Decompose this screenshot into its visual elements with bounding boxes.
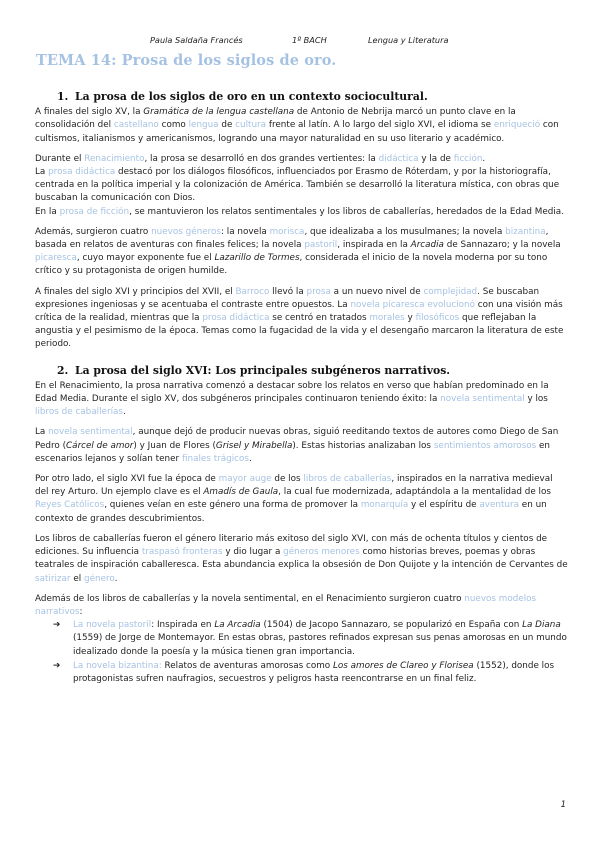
highlight: nuevos géneros <box>151 226 221 237</box>
highlight: finales trágicos <box>181 453 249 464</box>
highlight: sentimientos amorosos <box>433 440 537 451</box>
section-number: 1. <box>57 90 69 103</box>
highlight: castellano <box>113 120 159 131</box>
highlight: morales <box>369 313 405 324</box>
paragraph: A finales del siglo XVI y principios del XVII, el Barroco llevó la prosa a un nuevo nivel de complejidad. Se buscaban expresiones ingeniosas y se acentuaba el contraste entre opuestos. La novela picaresca evolucionó con una visión más crítica de la realidad, mientras que la prosa didáctica se centró en tratados morales y filosóficos que reflejaban la angustia y el pesimismo de la época. Temas como la fugacidad de la vida y el desengaño marcaron la literatura de este periodo. <box>35 286 564 350</box>
paragraph: La prosa didáctica destacó por los diálogos filosóficos, influenciados por Erasmo de Róterdam, y por la historiografía, centrada en la política imperial y la colonización de América. También se desarrolló la literatura mística, con obras que buscaban la comunicación con Dios. <box>35 167 560 204</box>
paragraph: Los libros de caballerías fueron el género literario más exitoso del siglo XVI, con más de ochenta títulos y cientos de ediciones. Su influencia traspasó fronteras y dio lugar a géneros menores como historias breves, poemas y obras teatrales de inspiración caballeresca. Esta abundancia explica la obsesión de Don Quijote y la intención de Cervantes de satirizar el género. <box>35 533 568 584</box>
highlight: prosa <box>306 286 331 297</box>
arrow-icon: ➔ <box>53 620 61 631</box>
highlight: bizantina <box>505 226 546 237</box>
highlight: enriqueció <box>493 120 541 131</box>
highlight: libros de caballerías <box>303 474 392 485</box>
section-number: 2. <box>57 363 69 377</box>
highlight: pastoril <box>304 240 338 251</box>
paragraph: Además de los libros de caballerías y la novela sentimental, en el Renacimiento surgieron cuatro nuevos modelos narrativos: <box>35 593 537 617</box>
paragraph: Durante el Renacimiento, la prosa se desarrolló en dos grandes vertientes: la didáctica y la de ficción. <box>35 153 486 164</box>
highlight: prosa de ficción <box>59 206 130 217</box>
highlight: morisca <box>269 226 305 237</box>
highlight: novela sentimental <box>48 427 133 438</box>
paragraph: En el Renacimiento, la prosa narrativa comenzó a destacar sobre los relatos en verso que habían predominado en la Edad Media. Durante el siglo XV, dos subgéneros principales continuaron teniendo éxito: la novela sentimental y los libros de caballerías. <box>35 380 549 418</box>
section-heading-text: La prosa del siglo XVI: Los principales subgéneros narrativos. <box>75 363 451 377</box>
paragraph: Por otro lado, el siglo XVI fue la época de mayor auge de los libros de caballerías, inspirados en la narrativa medieval del rey Arturo. Un ejemplo clave es el Amadís de Gaula, la cual fue modernizada, adaptándola a la mentalidad de los Reyes Católicos, quienes veían en este género una forma de promover la monarquía y el espíritu de aventura en un contexto de grandes descubrimientos. <box>35 474 553 524</box>
highlight: complejidad <box>423 286 478 297</box>
section-heading-text: La prosa de los siglos de oro en un contexto sociocultural. <box>75 90 428 103</box>
highlight: didáctica <box>378 153 419 164</box>
document-body <box>35 90 568 687</box>
highlight: novela picaresca evolucionó <box>350 299 476 310</box>
highlight: géneros menores <box>283 547 360 558</box>
highlight: traspasó fronteras <box>141 547 223 558</box>
arrow-icon: ➔ <box>53 660 61 671</box>
highlight: género <box>84 573 115 584</box>
highlight: mayor auge <box>218 474 272 485</box>
page-number: 1 <box>560 800 566 810</box>
highlight: La novela pastoril <box>73 620 152 631</box>
highlight: picaresca <box>35 253 77 264</box>
highlight: Barroco <box>235 286 270 297</box>
paragraph: A finales del siglo XV, la Gramática de la lengua castellana de Antonio de Nebrija marcó un punto clave en la consolidación del castellano como lengua de cultura frente al latín. A lo largo del siglo XVI, el idioma se enriqueció con cultismos, italianismos y americanismos, logrando una mayor naturalidad en su uso literario y académico. <box>35 107 559 144</box>
highlight: satirizar <box>35 573 71 584</box>
list-item: ➔ La novela bizantina: Relatos de aventuras amorosas como Los amores de Clareo y Florisea (1552), donde los protagonistas sufren naufragios, secuestros y peligros hasta reencontrarse en un final feliz. <box>53 660 555 684</box>
highlight: novela sentimental <box>440 394 525 405</box>
highlight: nuevos modelos narrativos <box>35 593 537 617</box>
subgenre-list <box>35 619 568 686</box>
header-subject: Lengua y Literatura <box>368 35 449 45</box>
highlight: monarquía <box>360 500 409 511</box>
highlight: Renacimiento <box>84 153 145 164</box>
section-1-heading <box>57 90 568 103</box>
paragraph: Además, surgieron cuatro nuevos géneros: la novela morisca, que idealizaba a los musulmanes; la novela bizantina, basada en relatos de aventuras con finales felices; la novela pastoril, inspirada en la Arcadia de Sannazaro; y la novela picaresca, cuyo mayor exponente fue el Lazarillo de Tormes, considerada el inicio de la novela moderna por su tono crítico y su protagonista de origen humilde. <box>35 226 561 277</box>
highlight: prosa didáctica <box>48 167 116 178</box>
section-2-heading <box>57 364 568 377</box>
list-item: ➔ La novela pastoril: Inspirada en La Arcadia (1504) de Jacopo Sannazaro, se popularizó en España con La Diana (1559) de Jorge de Montemayor. En estas obras, pastores refinados expresan sus penas amorosas en un mundo idealizado donde la poesía y la música tienen gran importancia. <box>53 620 567 657</box>
page-title: TEMA 14: Prosa de los siglos de oro. <box>36 52 337 69</box>
paragraph: La novela sentimental, aunque dejó de producir nuevas obras, siguió reeditando textos de autores como Diego de San Pedro (Cárcel de amor) y Juan de Flores (Grisel y Mirabella). Estas historias analizaban los sentimientos amorosos en escenarios lejanos y solían tener finales trágicos. <box>35 427 559 464</box>
highlight: ficción <box>453 153 483 164</box>
highlight: La novela bizantina: <box>73 660 162 671</box>
header-author: Paula Saldaña Francés <box>150 35 243 45</box>
highlight: aventura <box>479 500 519 511</box>
highlight: lengua <box>188 120 219 131</box>
paragraph: En la prosa de ficción, se mantuvieron los relatos sentimentales y los libros de caballerías, heredados de la Edad Media. <box>35 206 564 217</box>
highlight: cultura <box>235 120 267 131</box>
header-course: 1º BACH <box>292 35 327 45</box>
highlight: filosóficos <box>415 313 460 324</box>
highlight: libros de caballerías <box>35 407 123 418</box>
highlight: prosa didáctica <box>202 313 270 324</box>
highlight: Reyes Católicos <box>35 500 105 511</box>
